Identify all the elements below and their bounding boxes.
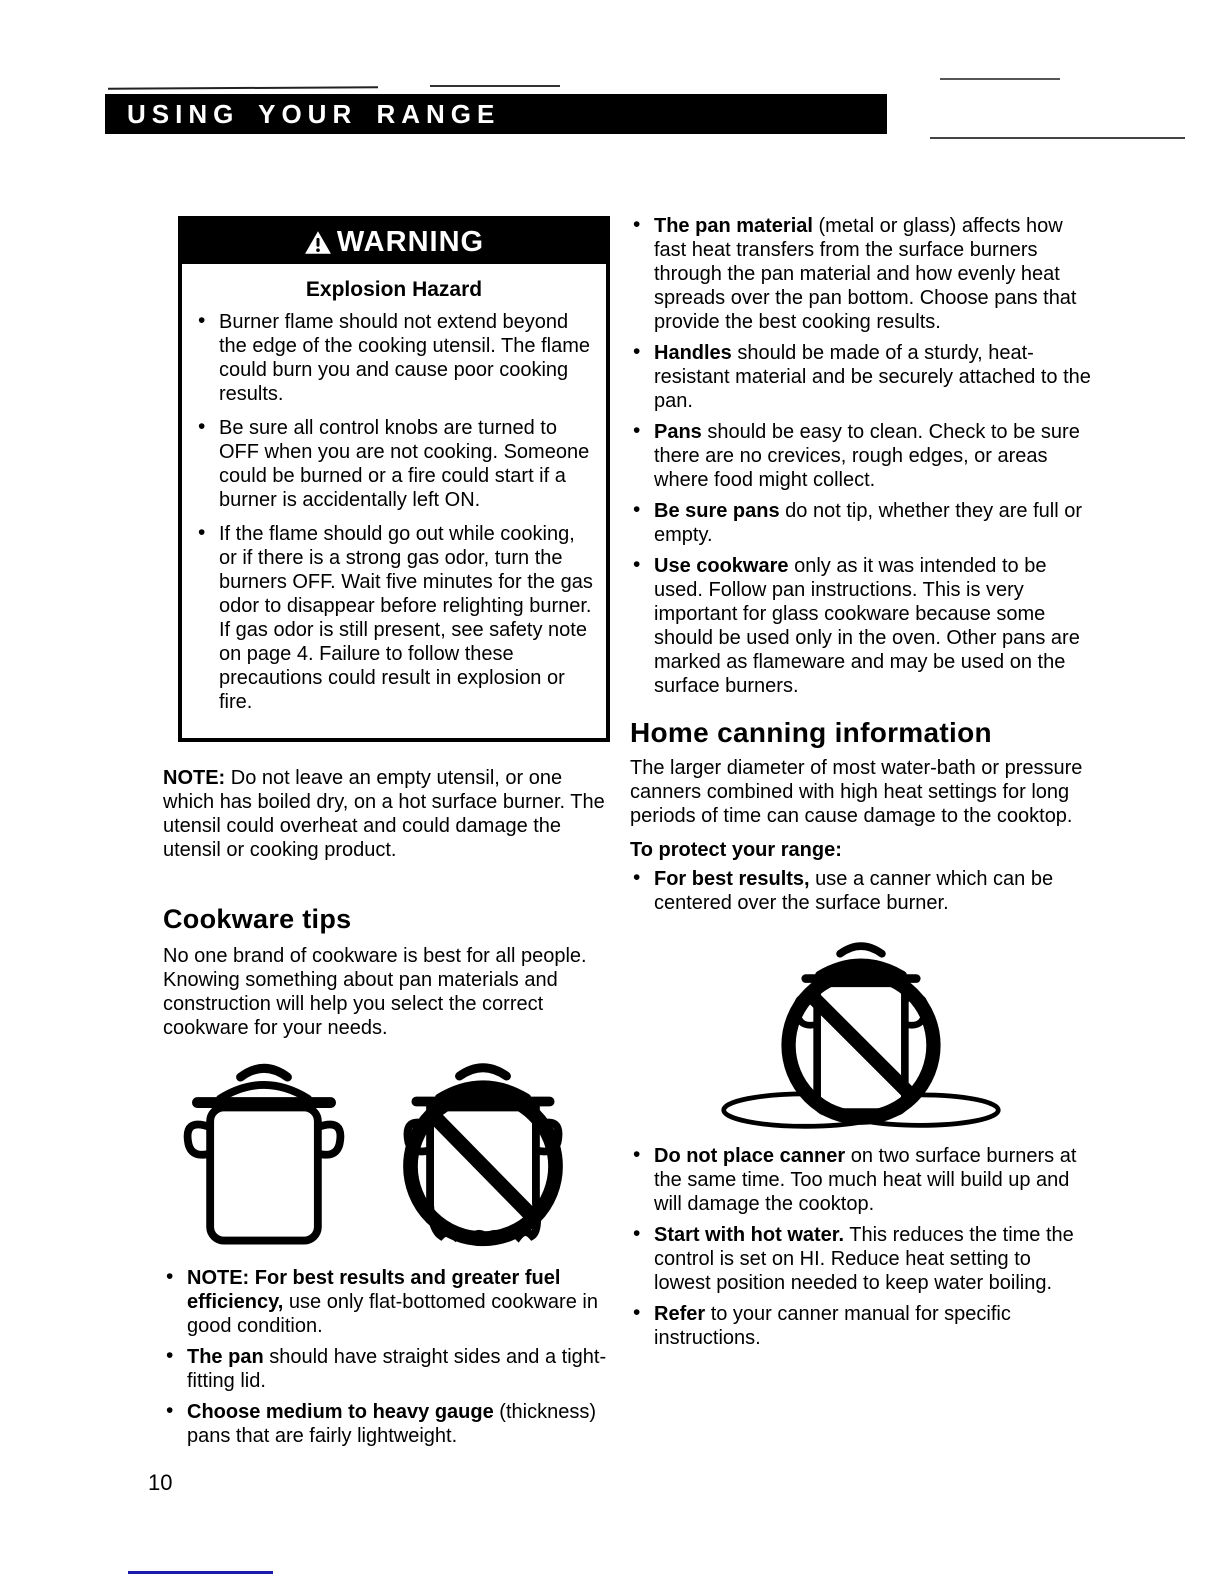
bullet-item: • For best results, use a canner which can be centered over the surface burner. <box>630 867 1092 915</box>
left-column <box>163 216 610 1455</box>
bullet-item: • Handles should be made of a sturdy, heat-resistant material and be securely attached to the pan. <box>630 341 1092 413</box>
cookware-tips-intro: No one brand of cookware is best for all people. Knowing something about pan materials and construction will help you select the correct cookware for your needs. <box>163 945 587 1039</box>
bullet-item: • Do not place canner on two surface burners at the same time. Too much heat will build up and will damage the cooktop. <box>630 1144 1092 1216</box>
bullet-item: • NOTE: For best results and greater fuel efficiency, use only flat-bottomed cookware in good condition. <box>163 1266 610 1338</box>
bullet-item: • Be sure pans do not tip, whether they are full or empty. <box>630 499 1092 547</box>
scan-artifact <box>940 78 1060 80</box>
section-header-title: USING YOUR RANGE <box>127 98 501 129</box>
warning-body <box>182 264 606 738</box>
right-column <box>630 214 1092 1357</box>
section-header-bar <box>105 94 887 134</box>
warning-header <box>182 220 606 264</box>
bullet-item: • Refer to your canner manual for specific instructions. <box>630 1302 1092 1350</box>
scan-artifact <box>108 86 378 89</box>
warning-title: WARNING <box>336 226 485 258</box>
scan-artifact <box>430 85 560 87</box>
stockpot-ok-illustration <box>171 1056 357 1248</box>
bullet-item: • Be sure all control knobs are turned to OFF when you are not cooking. Someone could be burned or a fire could start if a burner is accidentally left ON. <box>195 416 593 512</box>
canner-figure <box>630 923 1092 1138</box>
cookware-figure <box>171 1056 610 1248</box>
warning-box <box>178 216 610 742</box>
protect-range-heading: To protect your range: <box>630 839 842 861</box>
page-number: 10 <box>148 1470 173 1495</box>
warped-pot-prohibited-illustration <box>385 1056 581 1248</box>
pan-selection-bullet-list <box>630 214 1092 698</box>
home-canning-heading: Home canning information <box>630 717 992 748</box>
cookware-bullet-list <box>163 1266 610 1448</box>
cookware-tips-heading: Cookware tips <box>163 904 352 934</box>
bullet-item: • If the flame should go out while cooking, or if there is a strong gas odor, turn the burners OFF. Wait five minutes for the gas odor to disappear before relighting burner. If gas odor is still present, see safety note on page 4. Failure to follow these precautions could result in explosion or fire. <box>195 522 593 714</box>
note-paragraph: NOTE: Do not leave an empty utensil, or one which has boiled dry, on a hot surface burner. The utensil could overheat and could damage the utensil or cooking product. <box>163 767 605 861</box>
bullet-item: • Start with hot water. This reduces the time the control is set on HI. Reduce heat setting to lowest position needed to keep water boiling. <box>630 1223 1092 1295</box>
canning-top-bullet-list <box>630 867 1092 915</box>
bullet-item: • Pans should be easy to clean. Check to be sure there are no crevices, rough edges, or areas where food might collect. <box>630 420 1092 492</box>
canner-two-burners-prohibited-illustration <box>718 923 1004 1138</box>
bullet-item: • Use cookware only as it was intended to be used. Follow pan instructions. This is very important for glass cookware because some should be used only in the oven. Other pans are marked as flameware and may be used on the surface burners. <box>630 554 1092 698</box>
bullet-item: • The pan material (metal or glass) affects how fast heat transfers from the surface burners through the pan material and how evenly heat spreads over the pan bottom. Choose pans that provide the best cooking results. <box>630 214 1092 334</box>
bullet-item: • The pan should have straight sides and a tight-fitting lid. <box>163 1345 610 1393</box>
bullet-item: • Burner flame should not extend beyond the edge of the cooking utensil. The flame could burn you and cause poor cooking results. <box>195 310 593 406</box>
home-canning-intro: The larger diameter of most water-bath or pressure canners combined with high heat settings for long periods of time can cause damage to the cooktop. <box>630 757 1083 827</box>
warning-triangle-icon <box>304 230 332 255</box>
scan-artifact <box>930 137 1185 139</box>
warning-bullet-list <box>195 310 593 714</box>
footer-blue-line <box>128 1571 273 1574</box>
bullet-item: • Choose medium to heavy gauge (thickness) pans that are fairly lightweight. <box>163 1400 610 1448</box>
warning-subtitle: Explosion Hazard <box>305 278 483 301</box>
canning-bullet-list <box>630 1144 1092 1350</box>
